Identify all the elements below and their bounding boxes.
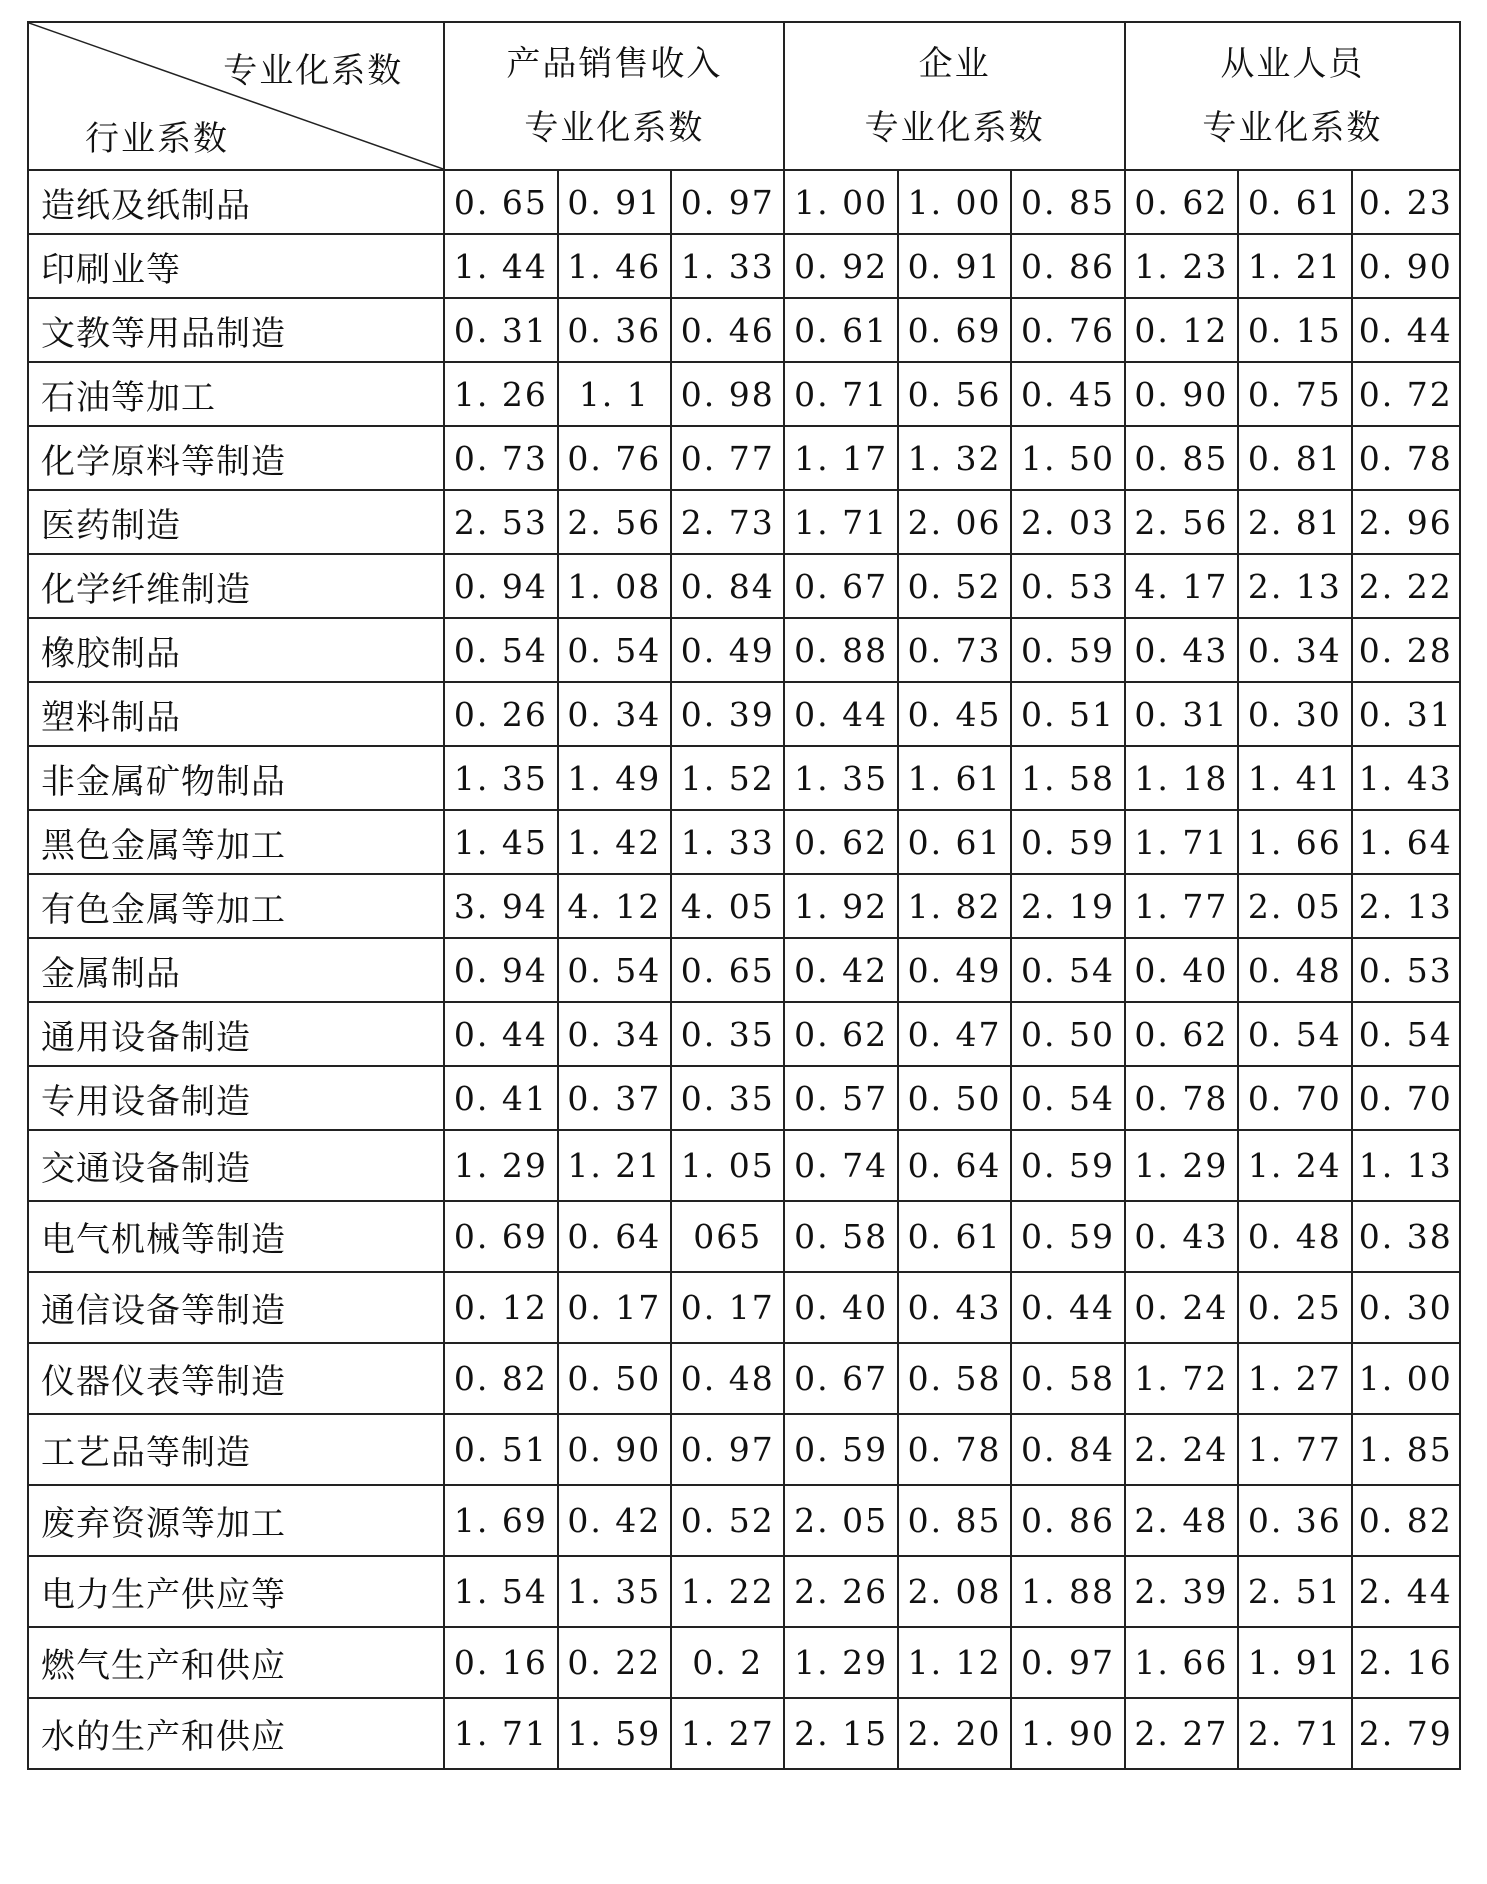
value-cell: 1. 35	[558, 1556, 671, 1627]
value-cell: 0. 59	[1011, 1130, 1124, 1201]
value-cell: 1. 54	[444, 1556, 557, 1627]
value-cell: 0. 35	[671, 1002, 784, 1066]
value-cell: 0. 98	[671, 362, 784, 426]
table-row	[28, 554, 1460, 618]
value-cell: 2. 06	[898, 490, 1011, 554]
value-cell: 0. 75	[1238, 362, 1351, 426]
value-cell: 0. 58	[784, 1201, 897, 1272]
value-cell: 0. 50	[1011, 1002, 1124, 1066]
value-cell: 0. 56	[898, 362, 1011, 426]
value-cell: 0. 90	[1352, 234, 1460, 298]
value-cell: 2. 26	[784, 1556, 897, 1627]
value-cell: 0. 84	[1011, 1414, 1124, 1485]
value-cell: 0. 86	[1011, 1485, 1124, 1556]
header-row	[28, 22, 1460, 170]
value-cell: 0. 72	[1352, 362, 1460, 426]
value-cell: 065	[671, 1201, 784, 1272]
value-cell: 0. 74	[784, 1130, 897, 1201]
group-header-sales-line2: 专业化系数	[524, 108, 705, 148]
value-cell: 0. 77	[671, 426, 784, 490]
value-cell: 0. 65	[671, 938, 784, 1002]
value-cell: 0. 59	[1011, 810, 1124, 874]
table-row	[28, 1272, 1460, 1343]
value-cell: 1. 17	[784, 426, 897, 490]
table-row	[28, 298, 1460, 362]
value-cell: 0. 25	[1238, 1272, 1351, 1343]
value-cell: 1. 29	[444, 1130, 557, 1201]
value-cell: 1. 59	[558, 1698, 671, 1769]
value-cell: 2. 51	[1238, 1556, 1351, 1627]
value-cell: 0. 62	[1125, 1002, 1238, 1066]
value-cell: 1. 66	[1125, 1627, 1238, 1698]
value-cell: 1. 64	[1352, 810, 1460, 874]
value-cell: 0. 30	[1238, 682, 1351, 746]
value-cell: 1. 29	[784, 1627, 897, 1698]
value-cell: 0. 53	[1011, 554, 1124, 618]
value-cell: 0. 50	[558, 1343, 671, 1414]
value-cell: 0. 85	[1011, 170, 1124, 234]
value-cell: 0. 62	[784, 810, 897, 874]
table-row	[28, 1343, 1460, 1414]
value-cell: 1. 21	[558, 1130, 671, 1201]
value-cell: 2. 27	[1125, 1698, 1238, 1769]
value-cell: 0. 64	[558, 1201, 671, 1272]
value-cell: 2. 13	[1352, 874, 1460, 938]
value-cell: 1. 58	[1011, 746, 1124, 810]
value-cell: 0. 36	[558, 298, 671, 362]
value-cell: 0. 94	[444, 554, 557, 618]
value-cell: 2. 96	[1352, 490, 1460, 554]
row-label-cell: 通用设备制造	[28, 1002, 444, 1066]
value-cell: 1. 66	[1238, 810, 1351, 874]
value-cell: 0. 73	[898, 618, 1011, 682]
value-cell: 1. 42	[558, 810, 671, 874]
value-cell: 0. 43	[1125, 1201, 1238, 1272]
value-cell: 0. 97	[1011, 1627, 1124, 1698]
group-header-enterprise-line1: 企业	[918, 44, 991, 84]
row-label-cell: 橡胶制品	[28, 618, 444, 682]
value-cell: 0. 40	[1125, 938, 1238, 1002]
value-cell: 0. 54	[1352, 1002, 1460, 1066]
value-cell: 0. 51	[444, 1414, 557, 1485]
value-cell: 1. 77	[1125, 874, 1238, 938]
value-cell: 0. 82	[1352, 1485, 1460, 1556]
value-cell: 0. 34	[558, 682, 671, 746]
value-cell: 0. 48	[671, 1343, 784, 1414]
value-cell: 0. 48	[1238, 938, 1351, 1002]
value-cell: 0. 71	[784, 362, 897, 426]
value-cell: 0. 22	[558, 1627, 671, 1698]
table-row	[28, 1066, 1460, 1130]
value-cell: 0. 54	[558, 618, 671, 682]
table-row	[28, 1414, 1460, 1485]
value-cell: 0. 42	[558, 1485, 671, 1556]
value-cell: 1. 00	[1352, 1343, 1460, 1414]
value-cell: 1. 00	[898, 170, 1011, 234]
row-label-cell: 化学原料等制造	[28, 426, 444, 490]
row-label-cell: 塑料制品	[28, 682, 444, 746]
value-cell: 4. 17	[1125, 554, 1238, 618]
value-cell: 1. 71	[784, 490, 897, 554]
value-cell: 0. 62	[784, 1002, 897, 1066]
row-label-cell: 石油等加工	[28, 362, 444, 426]
value-cell: 2. 79	[1352, 1698, 1460, 1769]
value-cell: 0. 54	[1011, 938, 1124, 1002]
value-cell: 0. 88	[784, 618, 897, 682]
value-cell: 0. 61	[1238, 170, 1351, 234]
value-cell: 2. 13	[1238, 554, 1351, 618]
value-cell: 0. 59	[784, 1414, 897, 1485]
value-cell: 0. 24	[1125, 1272, 1238, 1343]
value-cell: 0. 70	[1238, 1066, 1351, 1130]
value-cell: 1. 00	[784, 170, 897, 234]
value-cell: 0. 47	[898, 1002, 1011, 1066]
table-row	[28, 938, 1460, 1002]
table-row	[28, 746, 1460, 810]
table-row	[28, 1201, 1460, 1272]
value-cell: 0. 62	[1125, 170, 1238, 234]
value-cell: 0. 53	[1352, 938, 1460, 1002]
value-cell: 0. 39	[671, 682, 784, 746]
row-label-cell: 仪器仪表等制造	[28, 1343, 444, 1414]
value-cell: 3. 94	[444, 874, 557, 938]
value-cell: 2. 08	[898, 1556, 1011, 1627]
value-cell: 1. 88	[1011, 1556, 1124, 1627]
value-cell: 1. 05	[671, 1130, 784, 1201]
value-cell: 0. 44	[444, 1002, 557, 1066]
table-row	[28, 490, 1460, 554]
value-cell: 0. 91	[898, 234, 1011, 298]
row-label-cell: 专用设备制造	[28, 1066, 444, 1130]
table-body	[28, 170, 1460, 1769]
value-cell: 1. 08	[558, 554, 671, 618]
value-cell: 0. 31	[1125, 682, 1238, 746]
group-header-employees	[1125, 22, 1460, 170]
value-cell: 0. 2	[671, 1627, 784, 1698]
value-cell: 0. 52	[898, 554, 1011, 618]
value-cell: 0. 73	[444, 426, 557, 490]
value-cell: 0. 92	[784, 234, 897, 298]
value-cell: 1. 33	[671, 810, 784, 874]
value-cell: 2. 22	[1352, 554, 1460, 618]
value-cell: 1. 1	[558, 362, 671, 426]
value-cell: 0. 67	[784, 554, 897, 618]
value-cell: 0. 34	[1238, 618, 1351, 682]
value-cell: 2. 39	[1125, 1556, 1238, 1627]
table-row	[28, 234, 1460, 298]
table-row	[28, 618, 1460, 682]
value-cell: 2. 44	[1352, 1556, 1460, 1627]
value-cell: 0. 54	[558, 938, 671, 1002]
value-cell: 0. 43	[1125, 618, 1238, 682]
value-cell: 0. 40	[784, 1272, 897, 1343]
value-cell: 0. 82	[444, 1343, 557, 1414]
specialization-coefficient-table	[27, 21, 1461, 1770]
value-cell: 1. 46	[558, 234, 671, 298]
value-cell: 0. 15	[1238, 298, 1351, 362]
value-cell: 0. 54	[444, 618, 557, 682]
table-row	[28, 682, 1460, 746]
value-cell: 0. 84	[671, 554, 784, 618]
value-cell: 0. 86	[1011, 234, 1124, 298]
value-cell: 0. 61	[898, 1201, 1011, 1272]
value-cell: 0. 54	[1011, 1066, 1124, 1130]
value-cell: 0. 41	[444, 1066, 557, 1130]
value-cell: 0. 69	[898, 298, 1011, 362]
value-cell: 0. 64	[898, 1130, 1011, 1201]
value-cell: 2. 24	[1125, 1414, 1238, 1485]
group-header-sales-line1: 产品销售收入	[506, 44, 723, 84]
value-cell: 1. 50	[1011, 426, 1124, 490]
value-cell: 0. 45	[898, 682, 1011, 746]
value-cell: 0. 76	[1011, 298, 1124, 362]
row-label-cell: 有色金属等加工	[28, 874, 444, 938]
value-cell: 1. 43	[1352, 746, 1460, 810]
value-cell: 2. 16	[1352, 1627, 1460, 1698]
value-cell: 1. 27	[1238, 1343, 1351, 1414]
value-cell: 0. 59	[1011, 618, 1124, 682]
row-label-cell: 废弃资源等加工	[28, 1485, 444, 1556]
table-row	[28, 874, 1460, 938]
value-cell: 0. 49	[898, 938, 1011, 1002]
value-cell: 0. 12	[1125, 298, 1238, 362]
value-cell: 0. 67	[784, 1343, 897, 1414]
value-cell: 1. 82	[898, 874, 1011, 938]
value-cell: 0. 94	[444, 938, 557, 1002]
row-label-cell: 电力生产供应等	[28, 1556, 444, 1627]
value-cell: 1. 41	[1238, 746, 1351, 810]
row-label-cell: 医药制造	[28, 490, 444, 554]
table-row	[28, 1130, 1460, 1201]
row-label-cell: 造纸及纸制品	[28, 170, 444, 234]
value-cell: 0. 49	[671, 618, 784, 682]
value-cell: 0. 31	[444, 298, 557, 362]
corner-top-label: 专业化系数	[223, 51, 404, 91]
value-cell: 0. 50	[898, 1066, 1011, 1130]
value-cell: 0. 61	[784, 298, 897, 362]
value-cell: 0. 23	[1352, 170, 1460, 234]
value-cell: 0. 38	[1352, 1201, 1460, 1272]
value-cell: 0. 90	[1125, 362, 1238, 426]
value-cell: 0. 78	[1125, 1066, 1238, 1130]
value-cell: 1. 91	[1238, 1627, 1351, 1698]
value-cell: 1. 33	[671, 234, 784, 298]
table-row	[28, 810, 1460, 874]
value-cell: 2. 05	[1238, 874, 1351, 938]
value-cell: 0. 97	[671, 170, 784, 234]
value-cell: 1. 45	[444, 810, 557, 874]
value-cell: 0. 81	[1238, 426, 1351, 490]
value-cell: 0. 57	[784, 1066, 897, 1130]
value-cell: 2. 56	[1125, 490, 1238, 554]
value-cell: 0. 43	[898, 1272, 1011, 1343]
value-cell: 0. 70	[1352, 1066, 1460, 1130]
table-row	[28, 1698, 1460, 1769]
value-cell: 2. 81	[1238, 490, 1351, 554]
value-cell: 1. 61	[898, 746, 1011, 810]
value-cell: 2. 19	[1011, 874, 1124, 938]
group-header-employees-line1: 从业人员	[1220, 44, 1365, 84]
value-cell: 1. 92	[784, 874, 897, 938]
value-cell: 0. 17	[671, 1272, 784, 1343]
value-cell: 0. 42	[784, 938, 897, 1002]
value-cell: 1. 72	[1125, 1343, 1238, 1414]
value-cell: 1. 22	[671, 1556, 784, 1627]
row-label-cell: 工艺品等制造	[28, 1414, 444, 1485]
value-cell: 0. 69	[444, 1201, 557, 1272]
group-header-enterprise-line2: 专业化系数	[864, 108, 1045, 148]
value-cell: 0. 78	[898, 1414, 1011, 1485]
value-cell: 0. 65	[444, 170, 557, 234]
value-cell: 0. 85	[1125, 426, 1238, 490]
group-header-enterprise	[784, 22, 1124, 170]
value-cell: 1. 85	[1352, 1414, 1460, 1485]
value-cell: 0. 76	[558, 426, 671, 490]
value-cell: 2. 73	[671, 490, 784, 554]
value-cell: 0. 51	[1011, 682, 1124, 746]
value-cell: 0. 28	[1352, 618, 1460, 682]
value-cell: 1. 12	[898, 1627, 1011, 1698]
value-cell: 0. 90	[558, 1414, 671, 1485]
value-cell: 0. 34	[558, 1002, 671, 1066]
table-row	[28, 1627, 1460, 1698]
value-cell: 1. 24	[1238, 1130, 1351, 1201]
value-cell: 1. 13	[1352, 1130, 1460, 1201]
table-row	[28, 1556, 1460, 1627]
value-cell: 1. 49	[558, 746, 671, 810]
value-cell: 1. 71	[444, 1698, 557, 1769]
coefficient-table-container	[27, 21, 1461, 1770]
value-cell: 1. 77	[1238, 1414, 1351, 1485]
value-cell: 0. 58	[1011, 1343, 1124, 1414]
value-cell: 0. 36	[1238, 1485, 1351, 1556]
value-cell: 0. 58	[898, 1343, 1011, 1414]
value-cell: 0. 37	[558, 1066, 671, 1130]
group-header-sales	[444, 22, 784, 170]
value-cell: 1. 52	[671, 746, 784, 810]
row-label-cell: 通信设备等制造	[28, 1272, 444, 1343]
value-cell: 2. 48	[1125, 1485, 1238, 1556]
table-row	[28, 170, 1460, 234]
value-cell: 1. 71	[1125, 810, 1238, 874]
value-cell: 2. 56	[558, 490, 671, 554]
value-cell: 1. 21	[1238, 234, 1351, 298]
value-cell: 1. 29	[1125, 1130, 1238, 1201]
value-cell: 0. 85	[898, 1485, 1011, 1556]
value-cell: 0. 48	[1238, 1201, 1351, 1272]
value-cell: 0. 17	[558, 1272, 671, 1343]
row-label-cell: 电气机械等制造	[28, 1201, 444, 1272]
value-cell: 2. 53	[444, 490, 557, 554]
value-cell: 0. 30	[1352, 1272, 1460, 1343]
table-row	[28, 362, 1460, 426]
value-cell: 1. 18	[1125, 746, 1238, 810]
value-cell: 2. 15	[784, 1698, 897, 1769]
value-cell: 1. 27	[671, 1698, 784, 1769]
corner-header-cell	[28, 22, 444, 170]
value-cell: 0. 44	[784, 682, 897, 746]
row-label-cell: 交通设备制造	[28, 1130, 444, 1201]
value-cell: 1. 35	[784, 746, 897, 810]
value-cell: 1. 35	[444, 746, 557, 810]
value-cell: 0. 91	[558, 170, 671, 234]
value-cell: 4. 12	[558, 874, 671, 938]
value-cell: 0. 46	[671, 298, 784, 362]
value-cell: 0. 78	[1352, 426, 1460, 490]
value-cell: 2. 03	[1011, 490, 1124, 554]
value-cell: 0. 44	[1011, 1272, 1124, 1343]
value-cell: 1. 44	[444, 234, 557, 298]
table-row	[28, 426, 1460, 490]
value-cell: 0. 16	[444, 1627, 557, 1698]
corner-bottom-label: 行业系数	[85, 119, 229, 159]
row-label-cell: 文教等用品制造	[28, 298, 444, 362]
value-cell: 2. 71	[1238, 1698, 1351, 1769]
value-cell: 1. 26	[444, 362, 557, 426]
row-label-cell: 燃气生产和供应	[28, 1627, 444, 1698]
table-row	[28, 1485, 1460, 1556]
row-label-cell: 水的生产和供应	[28, 1698, 444, 1769]
value-cell: 2. 05	[784, 1485, 897, 1556]
value-cell: 0. 31	[1352, 682, 1460, 746]
row-label-cell: 印刷业等	[28, 234, 444, 298]
value-cell: 0. 52	[671, 1485, 784, 1556]
value-cell: 0. 45	[1011, 362, 1124, 426]
value-cell: 0. 35	[671, 1066, 784, 1130]
value-cell: 1. 69	[444, 1485, 557, 1556]
value-cell: 0. 26	[444, 682, 557, 746]
row-label-cell: 非金属矿物制品	[28, 746, 444, 810]
value-cell: 4. 05	[671, 874, 784, 938]
value-cell: 0. 61	[898, 810, 1011, 874]
group-header-employees-line2: 专业化系数	[1202, 108, 1383, 148]
value-cell: 0. 59	[1011, 1201, 1124, 1272]
row-label-cell: 黑色金属等加工	[28, 810, 444, 874]
value-cell: 0. 44	[1352, 298, 1460, 362]
value-cell: 1. 32	[898, 426, 1011, 490]
value-cell: 2. 20	[898, 1698, 1011, 1769]
table-row	[28, 1002, 1460, 1066]
row-label-cell: 化学纤维制造	[28, 554, 444, 618]
value-cell: 1. 23	[1125, 234, 1238, 298]
value-cell: 0. 54	[1238, 1002, 1351, 1066]
row-label-cell: 金属制品	[28, 938, 444, 1002]
value-cell: 0. 12	[444, 1272, 557, 1343]
value-cell: 0. 97	[671, 1414, 784, 1485]
value-cell: 1. 90	[1011, 1698, 1124, 1769]
